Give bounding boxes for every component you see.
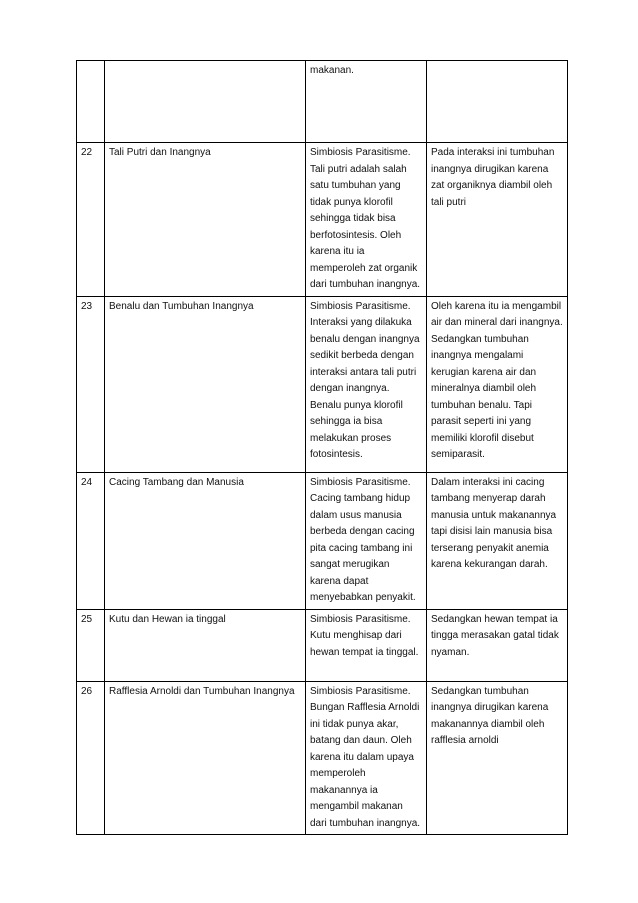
row-number-cell: 25 — [77, 609, 105, 681]
table-row — [77, 296, 568, 472]
table-row — [77, 143, 568, 297]
symbiosis-type-cell: Simbiosis Parasitisme. Bungan Rafflesia Arnoldi ini tidak punya akar, batang dan daun. Oleh karena itu dalam upaya memperoleh makanannya ia mengambil makanan dari tumbuhan inangnya. — [306, 681, 427, 835]
symbiosis-table — [76, 60, 568, 835]
row-number-cell: 24 — [77, 472, 105, 609]
row-number-cell: 22 — [77, 143, 105, 297]
organisms-cell: Kutu dan Hewan ia tinggal — [105, 609, 306, 681]
explanation-cell — [427, 61, 568, 143]
symbiosis-type-cell: makanan. — [306, 61, 427, 143]
organisms-cell: Rafflesia Arnoldi dan Tumbuhan Inangnya — [105, 681, 306, 835]
symbiosis-type-cell: Simbiosis Parasitisme. Kutu menghisap dari hewan tempat ia tinggal. — [306, 609, 427, 681]
explanation-cell: Dalam interaksi ini cacing tambang menyerap darah manusia untuk makanannya tapi disisi lain manusia bisa terserang penyakit anemia karena kekurangan darah. — [427, 472, 568, 609]
organisms-cell: Cacing Tambang dan Manusia — [105, 472, 306, 609]
organisms-cell: Benalu dan Tumbuhan Inangnya — [105, 296, 306, 472]
table-row — [77, 681, 568, 835]
explanation-cell: Sedangkan hewan tempat ia tingga merasakan gatal tidak nyaman. — [427, 609, 568, 681]
explanation-cell: Oleh karena itu ia mengambil air dan mineral dari inangnya. Sedangkan tumbuhan inangnya mengalami kerugian karena air dan mineralnya diambil oleh tumbuhan benalu. Tapi parasit seperti ini yang memiliki klorofil disebut semiparasit. — [427, 296, 568, 472]
table-row — [77, 61, 568, 143]
symbiosis-type-cell: Simbiosis Parasitisme. Cacing tambang hidup dalam usus manusia berbeda dengan cacing pita cacing tambang ini sangat merugikan karena dapat menyebabkan penyakit. — [306, 472, 427, 609]
table-row — [77, 609, 568, 681]
explanation-cell: Pada interaksi ini tumbuhan inangnya dirugikan karena zat organiknya diambil oleh tali putri — [427, 143, 568, 297]
row-number-cell — [77, 61, 105, 143]
symbiosis-type-cell: Simbiosis Parasitisme. Interaksi yang dilakuka benalu dengan inangnya sedikit berbeda dengan interaksi antara tali putri dengan inangnya. Benalu punya klorofil sehingga ia bisa melakukan proses fotosintesis. — [306, 296, 427, 472]
row-number-cell: 23 — [77, 296, 105, 472]
table-row — [77, 472, 568, 609]
row-number-cell: 26 — [77, 681, 105, 835]
organisms-cell — [105, 61, 306, 143]
symbiosis-type-cell: Simbiosis Parasitisme. Tali putri adalah salah satu tumbuhan yang tidak punya klorofil sehingga tidak bisa berfotosintesis. Oleh karena itu ia memperoleh zat organik dari tumbuhan inangnya. — [306, 143, 427, 297]
organisms-cell: Tali Putri dan Inangnya — [105, 143, 306, 297]
explanation-cell: Sedangkan tumbuhan inangnya dirugikan karena makanannya diambil oleh rafflesia arnoldi — [427, 681, 568, 835]
